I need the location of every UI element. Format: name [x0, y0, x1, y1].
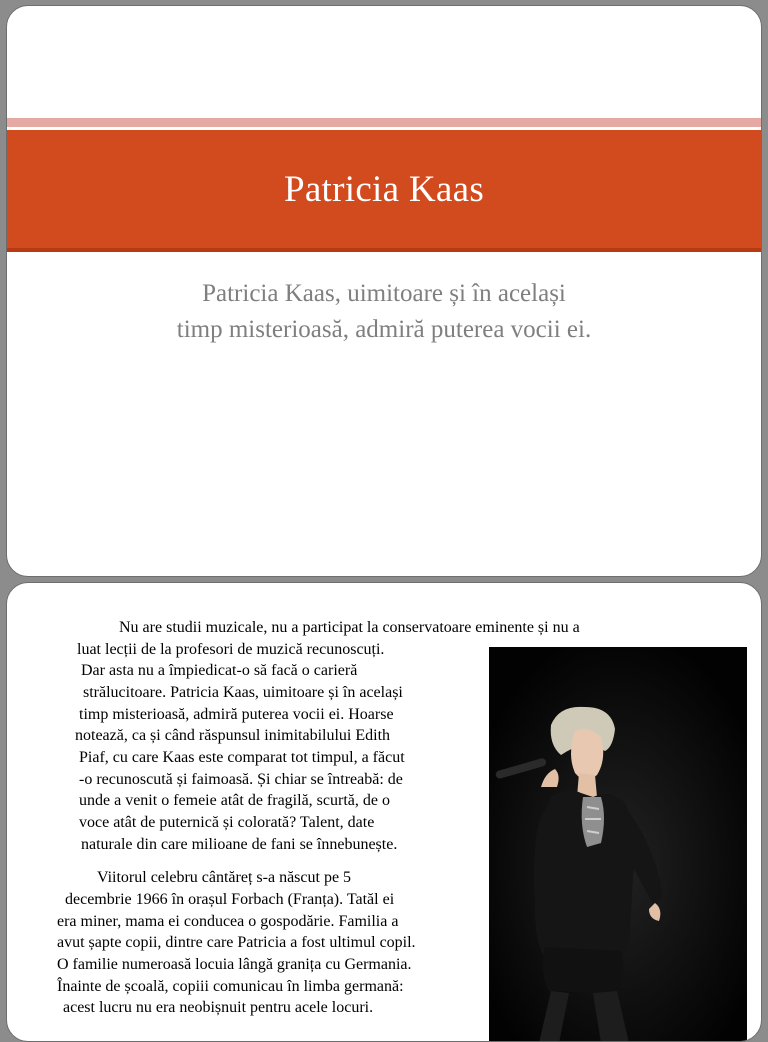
slide-title: Patricia Kaas: [283, 168, 485, 210]
text-line: Înainte de școală, copiii comunicau în limba germană:: [57, 978, 404, 995]
text-line: decembrie 1966 în orașul Forbach (Franța). Tatăl ei: [65, 891, 395, 908]
accent-line: [7, 118, 761, 127]
slide-subtitle: [7, 276, 761, 348]
text-line: era miner, mama ei conducea o gospodărie. Familia a: [57, 913, 399, 930]
text-line: Nu are studii muzicale, nu a participat la conservatoare eminente și nu a: [119, 619, 580, 636]
text-line: Dar asta nu a împiedicat-o să facă o carieră: [81, 662, 358, 679]
text-line: notează, ca și când răspunsul inimitabilului Edith: [75, 727, 391, 744]
text-line: O familie numeroasă locuia lângă granița cu Germania.: [57, 956, 412, 973]
title-slide: [6, 5, 762, 577]
text-line: Viitorul celebru cântăreț s-a născut pe 5: [97, 869, 352, 886]
title-band: [7, 130, 761, 252]
subtitle-line: Patricia Kaas, uimitoare și în același: [202, 280, 566, 307]
text-line: -o recunoscută și faimoasă. Și chiar se întreabă: de: [79, 771, 403, 788]
text-line: strălucitoare. Patricia Kaas, uimitoare și în același: [83, 684, 403, 701]
text-line: voce atât de puternică și colorată? Talent, date: [79, 814, 375, 831]
text-line: timp misterioasă, admiră puterea vocii ei. Hoarse: [79, 706, 394, 723]
text-line: acest lucru nu era neobișnuit pentru acele locuri.: [63, 999, 374, 1016]
text-line: unde a venit o femeie atât de fragilă, scurtă, de o: [79, 792, 390, 809]
subtitle-line: timp misterioasă, admiră puterea vocii ei.: [176, 316, 592, 343]
body-text: [7, 583, 762, 1042]
text-line: luat lecții de la profesori de muzică recunoscuți.: [77, 641, 385, 658]
text-line: naturale din care milioane de fani se înnebunește.: [81, 836, 398, 853]
text-line: avut șapte copii, dintre care Patricia a fost ultimul copil.: [57, 934, 416, 951]
text-line: Piaf, cu care Kaas este comparat tot timpul, a făcut: [79, 749, 405, 766]
content-slide: [6, 582, 762, 1042]
